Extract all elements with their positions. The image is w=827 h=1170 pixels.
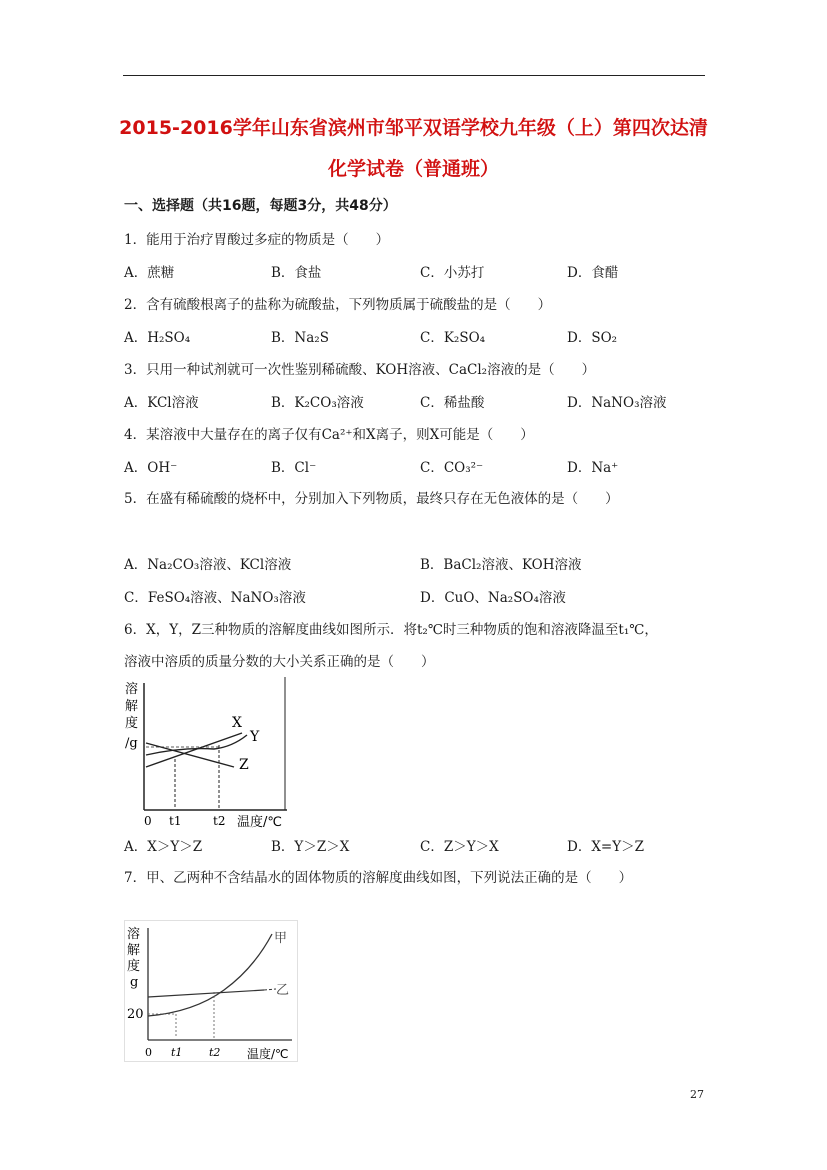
question-6-stem: 6．X，Y，Z三种物质的溶解度曲线如图所示．将t₂℃时三种物质的饱和溶液降温至t₁℃， <box>124 622 658 638</box>
exam-title-line2: 化学试卷（普通班） <box>327 158 499 180</box>
question-6-stem-continued: 溶液中溶质的质量分数的大小关系正确的是（ ） <box>124 654 435 670</box>
q6-option-d: D．X=Y＞Z <box>567 839 645 855</box>
q4-option-b: B．Cl⁻ <box>271 460 317 476</box>
y-label-char-3: 度 <box>125 716 139 731</box>
curve-yi <box>148 990 264 997</box>
q6-option-c: C．Z＞Y＞X <box>420 839 499 855</box>
question-7-stem: 7．甲、乙两种不含结晶水的固体物质的溶解度曲线如图，下列说法正确的是（ ） <box>124 870 633 886</box>
q2-option-c: C．K₂SO₄ <box>420 330 486 346</box>
y-label-char-1: 溶 <box>125 682 139 697</box>
header-rule <box>123 75 705 76</box>
q4-option-a: A．OH⁻ <box>124 460 178 476</box>
page-number: 27 <box>690 1088 704 1101</box>
q4-option-d: D．Na⁺ <box>567 460 619 476</box>
q6-option-b: B．Y＞Z＞X <box>271 839 350 855</box>
question-4-stem: 4．某溶液中大量存在的离子仅有Ca²⁺和X离子，则X可能是（ ） <box>124 427 534 443</box>
q5-option-d: D．CuO、Na₂SO₄溶液 <box>420 590 566 606</box>
q2-option-a: A．H₂SO₄ <box>124 330 191 346</box>
q1-option-a: A．蔗糖 <box>124 265 175 281</box>
q3-option-a: A．KCl溶液 <box>124 395 199 411</box>
q1-option-b: B．食盐 <box>271 265 322 281</box>
question-5-stem: 5．在盛有稀硫酸的烧杯中，分别加入下列物质，最终只存在无色液体的是（ ） <box>124 491 619 507</box>
x-tick-t2: t2 <box>209 1046 221 1059</box>
question-2-stem: 2．含有硫酸根离子的盐称为硫酸盐，下列物质属于硫酸盐的是（ ） <box>124 297 552 313</box>
question-1-stem: 1．能用于治疗胃酸过多症的物质是（ ） <box>124 232 390 248</box>
y-label-char-4: /g <box>125 736 138 751</box>
q1-option-d: D．食醋 <box>567 265 619 281</box>
figure-6-solubility-graph <box>122 675 287 830</box>
figure-7-solubility-graph <box>124 920 302 1062</box>
curve-x <box>146 733 242 767</box>
q4-option-c: C．CO₃²⁻ <box>420 460 484 476</box>
q2-option-d: D．SO₂ <box>567 330 618 346</box>
y-label-char-4: g <box>130 975 139 990</box>
y-label-char-2: 解 <box>127 943 141 958</box>
q1-option-c: C．小苏打 <box>420 265 485 281</box>
curve-yi-tail <box>264 989 276 990</box>
q3-option-c: C．稀盐酸 <box>420 395 485 411</box>
curve-jia <box>148 934 272 1016</box>
y-value-20: 20 <box>127 1007 144 1022</box>
q5-option-a: A．Na₂CO₃溶液、KCl溶液 <box>124 557 292 573</box>
x-tick-0: 0 <box>145 1046 152 1059</box>
q5-option-c: C．FeSO₄溶液、NaNO₃溶液 <box>124 590 306 606</box>
q6-option-a: A．X＞Y＞Z <box>124 839 203 855</box>
x-tick-t1: t1 <box>171 1046 183 1059</box>
q5-option-b: B．BaCl₂溶液、KOH溶液 <box>420 557 582 573</box>
x-tick-t1: t1 <box>169 814 182 828</box>
x-tick-0: 0 <box>144 814 152 828</box>
exam-title-line1: 2015-2016学年山东省滨州市邹平双语学校九年级（上）第四次达清 <box>119 117 708 139</box>
x-axis-label: 温度/℃ <box>247 1047 289 1061</box>
y-label-char-3: 度 <box>127 959 141 974</box>
curve-yi-label: 乙 <box>276 983 290 998</box>
section-heading: 一、选择题（共16题，每题3分，共48分） <box>124 198 397 214</box>
curve-y <box>146 735 247 755</box>
question-3-stem: 3．只用一种试剂就可一次性鉴别稀硫酸、KOH溶液、CaCl₂溶液的是（ ） <box>124 362 596 378</box>
x-axis-label: 温度/℃ <box>237 815 282 830</box>
curve-z <box>146 743 234 767</box>
y-label-char-2: 解 <box>125 699 139 714</box>
q2-option-b: B．Na₂S <box>271 330 329 346</box>
y-label-char-1: 溶 <box>127 927 141 942</box>
curve-y-label: Y <box>250 729 260 745</box>
x-tick-t2: t2 <box>213 814 226 828</box>
curve-z-label: Z <box>239 757 249 773</box>
q3-option-d: D．NaNO₃溶液 <box>567 395 667 411</box>
curve-jia-label: 甲 <box>274 931 288 946</box>
curve-x-label: X <box>232 715 242 731</box>
q3-option-b: B．K₂CO₃溶液 <box>271 395 364 411</box>
